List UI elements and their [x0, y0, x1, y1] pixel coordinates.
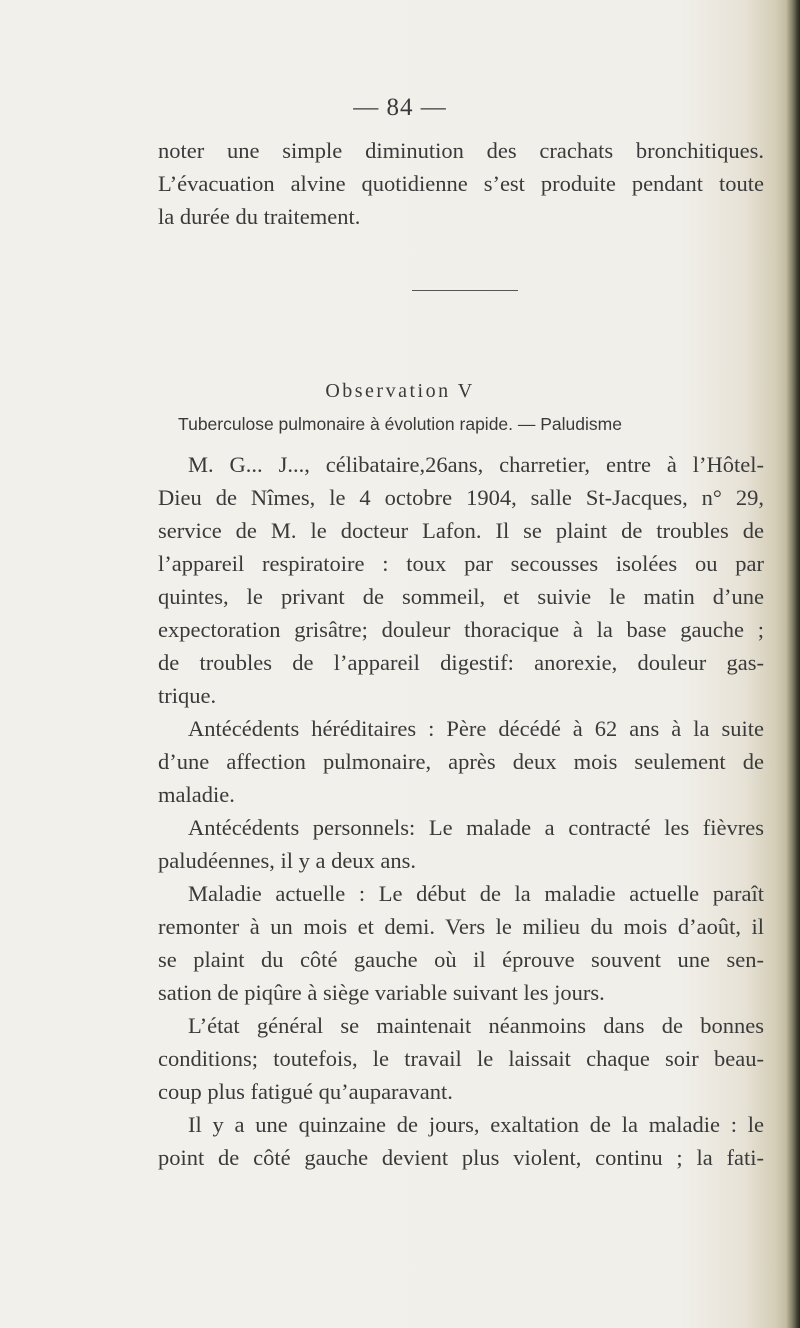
text-line: expectoration grisâtre; douleur thoracique à la base gauche ;: [158, 617, 764, 642]
text-line: maladie.: [158, 782, 235, 807]
text-line: d’une affection pulmonaire, après deux mois seulement de: [158, 749, 764, 774]
text-line: Antécédents héréditaires : Père décédé à 62 ans à la suite: [188, 716, 764, 741]
top-paragraph: [158, 134, 764, 233]
text-line: l’appareil respiratoire : toux par secousses isolées ou par: [158, 551, 764, 576]
page-edge-shadow: [786, 0, 800, 1328]
section-divider: [412, 290, 518, 291]
text-line: paludéennes, il y a deux ans.: [158, 848, 417, 873]
text-line: L’état général se maintenait néanmoins dans de bonnes: [188, 1013, 764, 1038]
page-number: — 84 —: [353, 94, 447, 121]
text-line: sation de piqûre à siège variable suivant les jours.: [158, 980, 605, 1005]
text-line: quintes, le privant de sommeil, et suivie le matin d’une: [158, 584, 764, 609]
text-line: Dieu de Nîmes, le 4 octobre 1904, salle St-Jacques, n° 29,: [158, 485, 764, 510]
text-line: conditions; toutefois, le travail le laissait chaque soir beau-: [158, 1046, 764, 1071]
text-line: Maladie actuelle : Le début de la maladie actuelle paraît: [188, 881, 764, 906]
text-line: L’évacuation alvine quotidienne s’est produite pendant toute: [158, 171, 764, 196]
text-line: coup plus fatigué qu’auparavant.: [158, 1079, 453, 1104]
text-line: de troubles de l’appareil digestif: anorexie, douleur gas-: [158, 650, 764, 675]
text-line: point de côté gauche devient plus violent, continu ; la fati-: [158, 1145, 764, 1170]
text-line: la durée du traitement.: [158, 204, 361, 229]
text-line: se plaint du côté gauche où il éprouve souvent une sen-: [158, 947, 764, 972]
observation-title: Observation V: [325, 380, 475, 402]
text-line: remonter à un mois et demi. Vers le milieu du mois d’août, il: [158, 914, 764, 939]
observation-body: [158, 448, 764, 1174]
text-line: noter une simple diminution des crachats bronchitiques.: [158, 138, 764, 163]
text-line: Antécédents personnels: Le malade a contracté les fièvres: [188, 815, 764, 840]
text-line: service de M. le docteur Lafon. Il se plaint de troubles de: [158, 518, 764, 543]
text-line: M. G... J..., célibataire,26ans, charretier, entre à l’Hôtel-: [188, 452, 764, 477]
text-line: Il y a une quinzaine de jours, exaltation de la maladie : le: [188, 1112, 764, 1137]
text-line: trique.: [158, 683, 217, 708]
observation-subtitle: Tuberculose pulmonaire à évolution rapide. — Paludisme: [178, 414, 622, 434]
